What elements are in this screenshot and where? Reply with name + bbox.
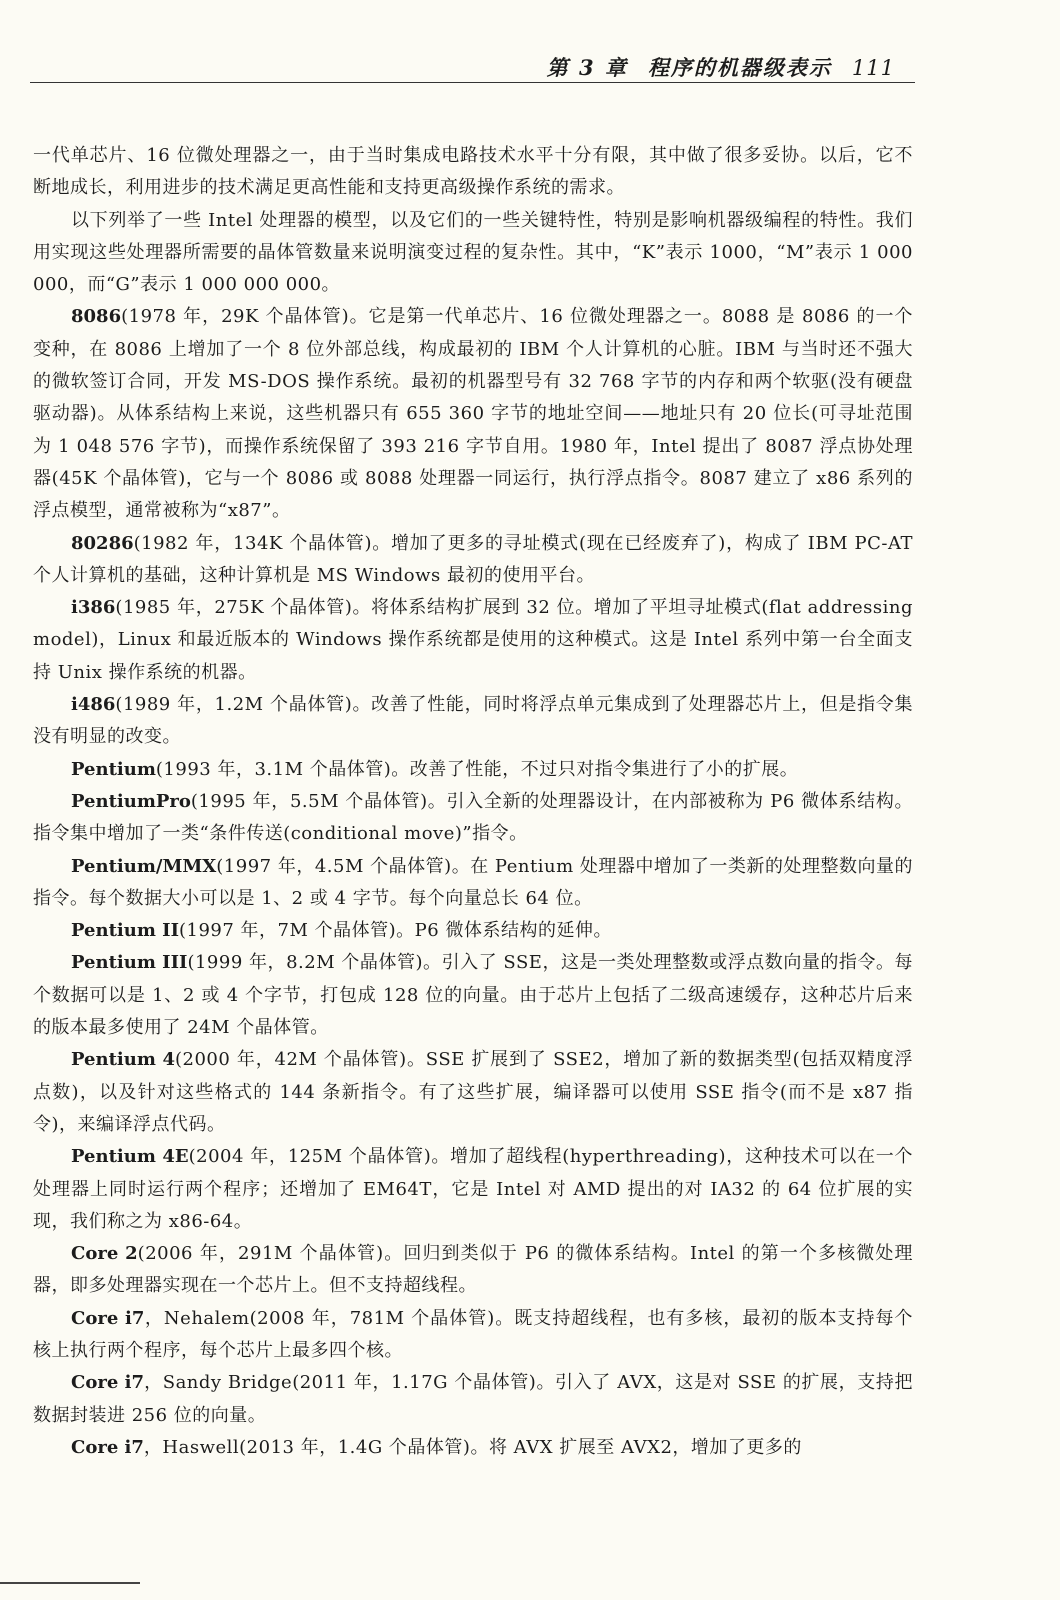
paragraph-text: (1995 年，5.5M 个晶体管)。引入全新的处理器设计，在内部被称为 P6 微体系结构。指令集中增加了一类“条件传送(conditional move)”指令。 [33,790,913,845]
processor-name: Pentium 4E [71,1146,189,1168]
paragraph-text: (1997 年，4.5M 个晶体管)。在 Pentium 处理器中增加了一类新的处理整数向量的指令。每个数据大小可以是 1、2 或 4 字节。每个向量总长 64 位。 [33,855,913,909]
bottom-rule [0,1582,140,1584]
paragraph-intro-cont [33,140,913,205]
paragraph-ppentium4e [33,1141,913,1238]
paragraph-text: (2006 年，291M 个晶体管)。回归到类似于 P6 的微体系结构。Intel 的第一个多核微处理器，即多处理器实现在一个芯片上。但不支持超线程。 [33,1243,914,1297]
paragraph-p80286 [33,528,913,593]
processor-name: Pentium II [71,920,179,942]
processor-name: Pentium/MMX [71,855,217,877]
paragraph-text: (1985 年，275K 个晶体管)。将体系结构扩展到 32 位。增加了平坦寻址模式(flat addressing model)，Linux 和最近版本的 Windows 操作系统都是使用的这种模式。这是 Intel 系列中第一台全面支持 Unix 操作系统的机器。 [33,597,913,683]
paragraph-text: (2000 年，42M 个晶体管)。SSE 扩展到了 SSE2，增加了新的数据类型(包括双精度浮点数)，以及针对这些格式的 144 条新指令。有了这些扩展，编译器可以使用 SSE 指令(而不是 x87 指令)，来编译浮点代码。 [33,1049,913,1135]
paragraph-ppentium [33,754,913,786]
chapter-title: 程序的机器级表示 [647,55,832,80]
paragraph-ppentium4 [33,1044,913,1141]
paragraph-text: 以下列举了一些 Intel 处理器的模型，以及它们的一些关键特性，特别是影响机器级编程的特性。我们用实现这些处理器所需要的晶体管数量来说明演变过程的复杂性。其中，“K”表示 1000，“M”表示 1 000 000，而“G”表示 1 000 000 000。 [33,209,913,296]
paragraph-text: (1997 年，7M 个晶体管)。P6 微体系结构的延伸。 [178,920,612,942]
processor-name: Pentium [71,758,156,780]
processor-name: Pentium 4 [71,1049,175,1071]
body-text [33,140,913,1464]
paragraph-text: (1978 年，29K 个晶体管)。它是第一代单芯片、16 位微处理器之一。8088 是 8086 的一个变种，在 8086 上增加了一个 8 位外部总线，构成最初的 IBM 个人计算机的心脏。IBM 与当时还不强大的微软签订合同，开发 MS-DOS 操作系统。最初的机器型号有 32 768 字节的内存和两个软驱(没有硬盘驱动器)。从体系结构上来说，这些机器只有 655 360 字节的地址空间——地址只有 20 位长(可寻址范围为 1 048 576 字节)，而操作系统保留了 393 216 字节自用。1980 年，Intel 提出了 8087 浮点协处理器(45K 个晶体管)，它与一个 8086 或 8088 处理器一同运行，执行浮点指令。8087 建立了 x86 系列的浮点模型，通常被称为“x87”。 [33,306,913,522]
paragraph-text: (1989 年，1.2M 个晶体管)。改善了性能，同时将浮点单元集成到了处理器芯片上，但是指令集没有明显的改变。 [33,694,913,748]
processor-name: 80286 [71,532,134,554]
paragraph-text: 一代单芯片、16 位微处理器之一，由于当时集成电路技术水平十分有限，其中做了很多妥协。以后，它不断地成长，利用进步的技术满足更高性能和支持更高级操作系统的需求。 [33,145,913,199]
paragraph-pcorei7nehalem [33,1303,913,1368]
page-number: 111 [851,56,895,80]
chapter-label: 第 3 章 [546,55,628,80]
paragraph-text: ，Sandy Bridge(2011 年，1.17G 个晶体管)。引入了 AVX，这是对 SSE 的扩展，支持把数据封装进 256 位的向量。 [33,1372,913,1426]
processor-name: PentiumPro [71,790,191,812]
processor-name: 8086 [71,306,122,328]
running-header [30,52,915,83]
paragraph-pi386 [33,592,913,689]
processor-name: Core i7 [71,1372,145,1394]
paragraph-pcorei7sandy [33,1367,913,1432]
paragraph-text: ，Nehalem(2008 年，781M 个晶体管)。既支持超线程，也有多核，最初的版本支持每个核上执行两个程序，每个芯片上最多四个核。 [33,1307,913,1361]
processor-name: Core i7 [71,1307,145,1329]
paragraph-ppentiumpro [33,786,913,851]
processor-name: Core i7 [71,1436,144,1458]
processor-name: i486 [71,694,116,716]
paragraph-text: (1993 年，3.1M 个晶体管)。改善了性能，不过只对指令集进行了小的扩展。 [155,758,799,780]
processor-name: i386 [71,597,116,619]
paragraph-p8086 [33,301,913,527]
paragraph-text: (2004 年，125M 个晶体管)。增加了超线程(hyperthreading)，这种技术可以在一个处理器上同时运行两个程序；还增加了 EM64T，它是 Intel 对 AMD 提出的对 IA32 的 64 位扩展的实现，我们称之为 x86-64。 [33,1146,913,1232]
paragraph-text: ，Haswell(2013 年，1.4G 个晶体管)。将 AVX 扩展至 AVX2，增加了更多的 [143,1436,802,1458]
paragraph-text: (1999 年，8.2M 个晶体管)。引入了 SSE，这是一类处理整数或浮点数向量的指令。每个数据可以是 1、2 或 4 个字节，打包成 128 位的向量。由于芯片上包括了二级高速缓存，这种芯片后来的版本最多使用了 24M 个晶体管。 [33,952,913,1039]
paragraph-text: (1982 年，134K 个晶体管)。增加了更多的寻址模式(现在已经废弃了)，构成了 IBM PC-AT 个人计算机的基础，这种计算机是 MS Windows 最初的使用平台。 [33,532,913,586]
paragraph-ppentiummmx [33,851,913,916]
header-text [547,52,895,82]
paragraph-pi486 [33,689,913,754]
processor-name: Pentium III [71,952,188,974]
paragraph-ppentium2 [33,915,913,947]
paragraph-intro [33,205,913,302]
paragraph-pcorei7haswell [33,1432,913,1464]
paragraph-ppentium3 [33,947,913,1044]
processor-name: Core 2 [71,1243,138,1265]
paragraph-pcore2 [33,1238,913,1303]
